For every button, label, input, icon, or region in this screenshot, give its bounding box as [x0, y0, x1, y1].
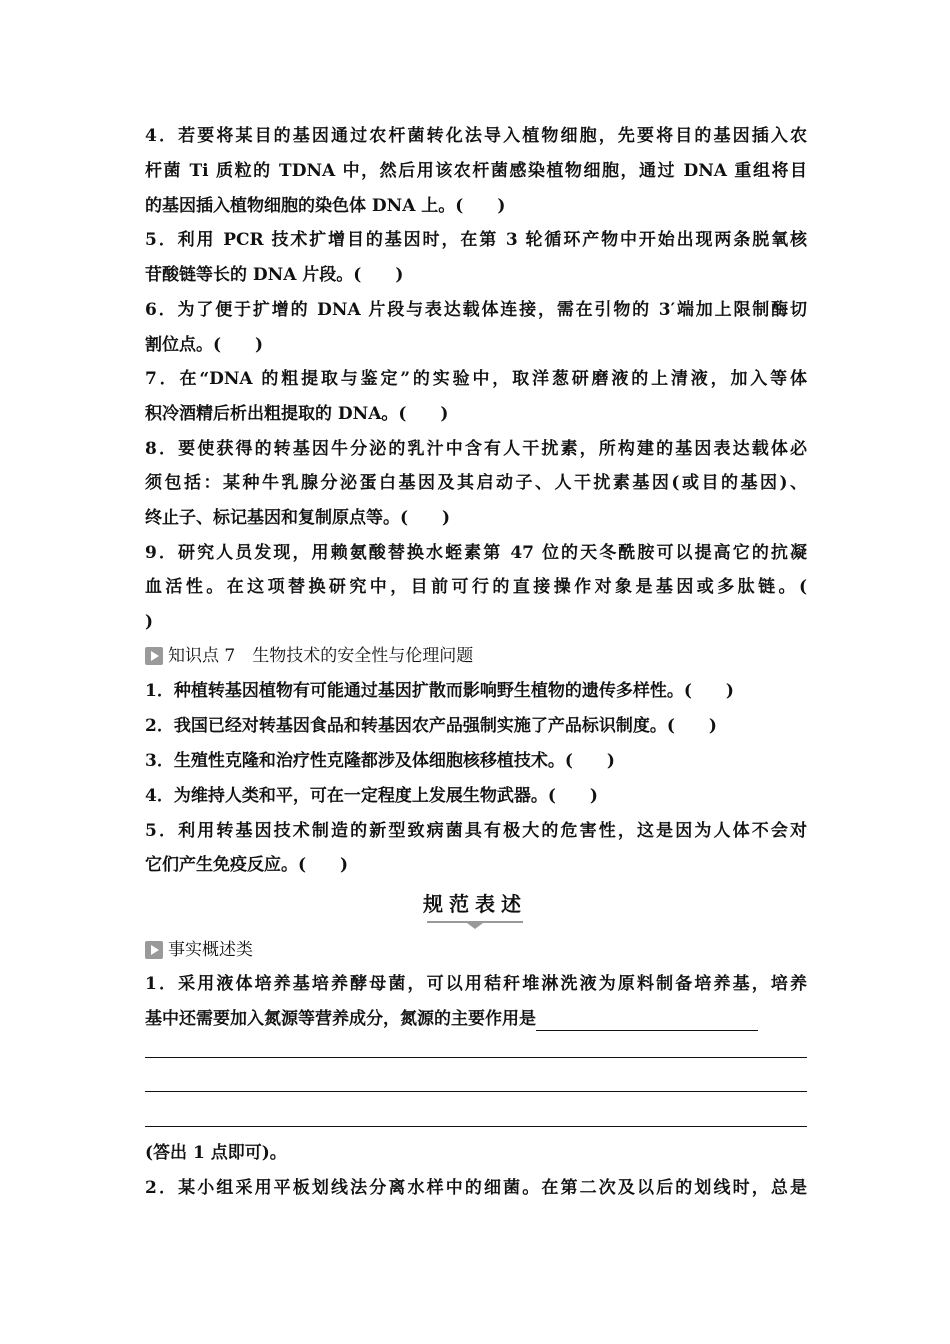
text-line: 5．利用转基因技术制造的新型致病菌具有极大的危害性，这是因为人体不会对	[145, 821, 807, 841]
answer-blank[interactable]	[145, 1057, 807, 1058]
text-line: 它们产生免疫反应。( )	[145, 855, 349, 875]
section-title-text: 事实概述类	[168, 940, 253, 960]
section-heading	[420, 888, 530, 923]
text-line: )	[145, 612, 154, 632]
text-line: 2．某小组采用平板划线法分离水样中的细菌。在第二次及以后的划线时，总是	[145, 1178, 807, 1198]
text-line: 杆菌 Ti 质粒的 TDNA 中，然后用该农杆菌感染植物细胞，通过 DNA 重组将目	[145, 161, 807, 181]
text-line: 5．利用 PCR 技术扩增目的基因时，在第 3 轮循环产物中开始出现两条脱氧核	[145, 230, 807, 250]
answer-blank[interactable]	[145, 1091, 807, 1092]
section-title	[145, 644, 807, 668]
text-line: 4．为维持人类和平，可在一定程度上发展生物武器。( )	[145, 786, 598, 806]
text-line: 6．为了便于扩增的 DNA 片段与表达载体连接，需在引物的 3′端加上限制酶切	[145, 300, 807, 320]
play-triangle-icon	[145, 941, 163, 959]
answer-blank[interactable]	[145, 1126, 807, 1127]
text-line: 8．要使获得的转基因牛分泌的乳汁中含有人干扰素，所构建的基因表达载体必	[145, 439, 807, 459]
text-line: 4．若要将某目的基因通过农杆菌转化法导入植物细胞，先要将目的基因插入农	[145, 126, 807, 146]
text-line	[145, 1007, 807, 1031]
text-line: 血活性。在这项替换研究中，目前可行的直接操作对象是基因或多肽链。(	[145, 577, 807, 597]
section-title	[145, 938, 807, 962]
text-line: 2．我国已经对转基因食品和转基因农产品强制实施了产品标识制度。( )	[145, 716, 717, 736]
section-heading-text: 规范表述	[423, 892, 527, 916]
text-line: 1．采用液体培养基培养酵母菌，可以用秸秆堆淋洗液为原料制备培养基，培养	[145, 974, 807, 994]
question-text: 基中还需要加入氮源等营养成分，氮源的主要作用是	[145, 1009, 536, 1029]
text-line: 9．研究人员发现，用赖氨酸替换水蛭素第 47 位的天冬酰胺可以提高它的抗凝	[145, 543, 807, 563]
answer-blank[interactable]	[536, 1012, 758, 1031]
heading-underline	[427, 921, 523, 923]
text-line: (答出 1 点即可)。	[145, 1143, 287, 1163]
text-line: 3．生殖性克隆和治疗性克隆都涉及体细胞核移植技术。( )	[145, 751, 615, 771]
text-line: 积冷酒精后析出粗提取的 DNA。( )	[145, 404, 449, 424]
text-line: 须包括：某种牛乳腺分泌蛋白基因及其启动子、人干扰素基因(或目的基因)、	[145, 473, 807, 493]
text-line: 割位点。( )	[145, 335, 264, 355]
text-line: 终止子、标记基因和复制原点等。( )	[145, 508, 451, 528]
text-line: 1．种植转基因植物有可能通过基因扩散而影响野生植物的遗传多样性。( )	[145, 681, 734, 701]
text-line: 7．在“DNA 的粗提取与鉴定”的实验中，取洋葱研磨液的上清液，加入等体	[145, 369, 807, 389]
text-line: 的基因插入植物细胞的染色体 DNA 上。( )	[145, 196, 506, 216]
section-title-text: 知识点 7 生物技术的安全性与伦理问题	[168, 646, 474, 666]
text-line: 苷酸链等长的 DNA 片段。( )	[145, 265, 404, 285]
play-triangle-icon	[145, 647, 163, 665]
